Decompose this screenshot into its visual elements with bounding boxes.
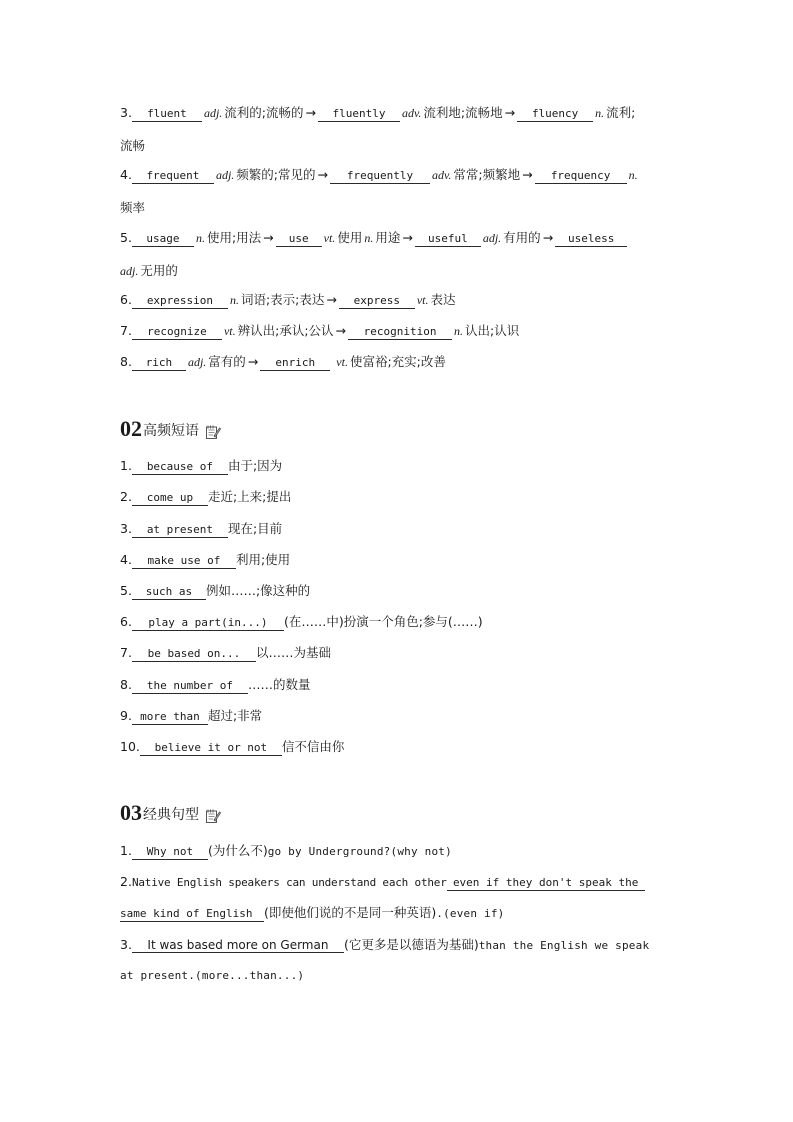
arrow-icon: →: [263, 230, 274, 245]
answer-blank: play a part(in...): [132, 616, 284, 631]
part-of-speech: adj.: [482, 231, 502, 245]
item-number: 5.: [120, 230, 132, 245]
part-of-speech: adj.: [215, 168, 235, 182]
arrow-icon: →: [504, 105, 516, 120]
phrase-item-8: [120, 677, 310, 694]
answer-blank: It was based more on German: [132, 938, 344, 953]
vocab-item-8: [120, 354, 446, 371]
vocab-item-4: [120, 167, 640, 184]
definition: 走近;上来;提出: [207, 489, 292, 504]
answer-blank: fluent: [132, 107, 202, 122]
section-number: 02: [120, 416, 142, 441]
answer-blank: useless: [555, 232, 627, 247]
answer-blank: Why not: [132, 845, 208, 860]
answer-blank: frequency: [535, 169, 627, 184]
definition: 使用: [337, 230, 363, 245]
part-of-speech: adj.: [203, 106, 223, 120]
answer-blank: more than: [132, 710, 208, 725]
section-heading-phrases: [120, 418, 221, 440]
vocab-item-3: [120, 105, 635, 122]
item-number: 7.: [120, 645, 132, 660]
section-title: 经典句型: [143, 807, 199, 823]
arrow-icon: →: [326, 292, 337, 307]
item-number: 10.: [120, 739, 140, 754]
section-number: 03: [120, 800, 142, 825]
definition: 信不信由你: [281, 739, 345, 754]
definition: 例如……;像这种的: [205, 583, 311, 598]
phrase-item-10: [120, 739, 344, 756]
sentence-text: go by Underground?(why not): [267, 845, 452, 858]
item-number: 6.: [120, 292, 132, 307]
item-number: 7.: [120, 323, 132, 338]
phrase-item-2: [120, 489, 291, 506]
section-heading-sentences: [120, 802, 221, 824]
definition: 使富裕;充实;改善: [349, 354, 446, 369]
definition: 认出;认识: [465, 323, 520, 338]
definition: 无用的: [140, 263, 178, 278]
phrase-item-1: [120, 458, 282, 475]
sentence-text: than the English we speak: [478, 939, 650, 952]
translation: (为什么不): [207, 843, 268, 858]
part-of-speech: n.: [364, 231, 374, 245]
definition: (在……中)扮演一个角色;参与(……): [283, 614, 483, 629]
arrow-icon: →: [542, 230, 554, 245]
answer-blank: use: [276, 232, 322, 247]
item-number: 3.: [120, 105, 132, 120]
answer-blank: make use of: [132, 554, 236, 569]
part-of-speech: vt.: [223, 324, 236, 338]
answer-blank: believe it or not: [140, 741, 282, 756]
item-number: 3.: [120, 521, 132, 536]
vocab-item-4-continuation: 频率: [120, 200, 146, 215]
arrow-icon: →: [317, 167, 328, 182]
answer-blank: recognize: [132, 325, 222, 340]
answer-blank: usage: [132, 232, 194, 247]
definition: 辨认出;承认;公认: [237, 323, 334, 338]
vocab-item-7: [120, 323, 519, 340]
definition: 频繁的;常见的: [236, 167, 316, 182]
part-of-speech: vt.: [323, 231, 336, 245]
part-of-speech: adv.: [431, 168, 452, 182]
definition: 由于;因为: [227, 458, 283, 473]
answer-blank: recognition: [348, 325, 452, 340]
item-number: 4.: [120, 552, 132, 567]
phrase-item-5: [120, 583, 310, 600]
sentence-text: .(even if): [436, 907, 505, 920]
arrow-icon: →: [335, 323, 347, 338]
item-number: 5.: [120, 583, 132, 598]
item-number: 3.: [120, 937, 132, 952]
answer-blank: at present: [132, 523, 228, 538]
definition: 流利;: [606, 105, 636, 120]
part-of-speech: adv.: [401, 106, 422, 120]
answer-blank: useful: [415, 232, 481, 247]
item-number: 1.: [120, 843, 132, 858]
item-number: 2.: [120, 874, 132, 889]
answer-blank: be based on...: [132, 647, 256, 662]
definition: 流利的;流畅的: [224, 105, 304, 120]
translation: (即使他们说的不是同一种英语): [264, 905, 437, 920]
definition: ……的数量: [247, 677, 311, 692]
answer-blank: fluently: [318, 107, 400, 122]
part-of-speech: vt.: [416, 293, 429, 307]
answer-blank: because of: [132, 460, 228, 475]
sentence-text: Native English speakers can understand each other: [131, 876, 447, 889]
part-of-speech: n.: [229, 293, 239, 307]
part-of-speech: n.: [595, 106, 605, 120]
sentence-item-2-continuation: [120, 905, 505, 922]
answer-blank: express: [339, 294, 415, 309]
answer-blank: frequently: [330, 169, 430, 184]
definition: 用途: [375, 230, 401, 245]
answer-blank: frequent: [132, 169, 214, 184]
arrow-icon: →: [247, 354, 259, 369]
definition: 超过;非常: [207, 708, 263, 723]
arrow-icon: →: [305, 105, 316, 120]
definition: 词语;表示;表达: [240, 292, 325, 307]
item-number: 8.: [120, 354, 132, 369]
phrase-item-6: [120, 614, 483, 631]
item-number: 1.: [120, 458, 132, 473]
section-title: 高频短语: [143, 423, 199, 439]
definition: 现在;目前: [227, 521, 283, 536]
translation: (它更多是以德语为基础): [343, 937, 479, 952]
vocab-item-6: [120, 292, 456, 309]
vocab-item-3-continuation: 流畅: [120, 138, 146, 153]
phrase-item-3: [120, 521, 282, 538]
item-number: 4.: [120, 167, 132, 182]
definition: 有用的: [503, 230, 541, 245]
part-of-speech: adj.: [187, 355, 207, 369]
vocab-item-5-continuation: [120, 261, 178, 279]
part-of-speech: vt.: [336, 355, 348, 369]
sentence-item-3: [120, 937, 649, 954]
answer-blank: come up: [132, 491, 208, 506]
part-of-speech: adj.: [120, 264, 139, 278]
item-number: 2.: [120, 489, 132, 504]
notepad-pencil-icon: [205, 808, 221, 824]
sentence-item-2: [120, 874, 645, 891]
answer-blank: rich: [132, 356, 186, 371]
definition: 使用;用法: [206, 230, 262, 245]
part-of-speech: n.: [454, 324, 464, 338]
vocab-item-5: [120, 230, 627, 247]
definition: 利用;使用: [235, 552, 291, 567]
part-of-speech: n.: [195, 231, 205, 245]
phrase-item-7: [120, 645, 331, 662]
answer-blank: enrich: [260, 356, 330, 371]
item-number: 9.: [120, 708, 132, 723]
item-number: 6.: [120, 614, 132, 629]
item-number: 8.: [120, 677, 132, 692]
arrow-icon: →: [522, 167, 533, 182]
definition: 流利地;流畅地: [423, 105, 503, 120]
answer-blank: such as: [132, 585, 206, 600]
definition: 以……为基础: [255, 645, 331, 660]
answer-blank: expression: [132, 294, 228, 309]
phrase-item-4: [120, 552, 290, 569]
answer-blank: the number of: [132, 679, 248, 694]
phrase-item-9: [120, 708, 262, 725]
definition: 表达: [430, 292, 456, 307]
arrow-icon: →: [402, 230, 413, 245]
answer-blank: same kind of English: [120, 907, 264, 922]
definition: 富有的: [208, 354, 246, 369]
notepad-pencil-icon: [205, 424, 221, 440]
answer-blank: fluency: [517, 107, 593, 122]
sentence-item-1: [120, 843, 452, 860]
definition: 常常;频繁地: [453, 167, 521, 182]
sentence-item-3-continuation: at present.(more...than...): [120, 969, 305, 982]
part-of-speech: n.: [628, 168, 638, 182]
answer-blank: even if they don't speak the: [447, 876, 645, 891]
